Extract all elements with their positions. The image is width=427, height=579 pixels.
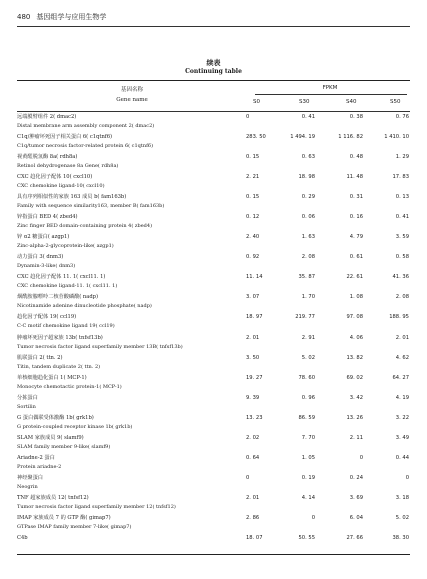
header-rule bbox=[17, 26, 410, 27]
gene-name-header-cn: 基因名称 bbox=[120, 87, 143, 93]
gene-name-cn: 视黄醛脱氢酶 8a( rdh8a) bbox=[17, 153, 78, 160]
fpkm-value-cell: 38. 30 bbox=[392, 535, 409, 542]
fpkm-value-cell: 0. 76 bbox=[395, 113, 409, 120]
fpkm-value-cell: 0. 06 bbox=[301, 213, 315, 220]
gene-name-cn: C1q/肿瘤坏死因子相关蛋白 6( c1qtnf6) bbox=[17, 133, 113, 140]
fpkm-value-cell: 0. 31 bbox=[349, 193, 363, 200]
sample-header-s40: S40 bbox=[346, 99, 357, 105]
gene-name-en: Protein ariadne-2 bbox=[17, 464, 62, 471]
gene-name-cn: 神经聚蛋白 bbox=[17, 475, 43, 482]
fpkm-table bbox=[17, 80, 410, 555]
fpkm-header-rule bbox=[255, 94, 407, 95]
fpkm-value-cell: 3. 22 bbox=[395, 414, 409, 421]
gene-name-en: Tumor necrosis factor ligand superfamily member 13B( tnfsf13b) bbox=[17, 343, 183, 350]
gene-name-cn: G 蛋白偶联受体激酶 1b( grk1b) bbox=[17, 414, 94, 421]
fpkm-value-cell: 4. 06 bbox=[349, 334, 363, 341]
table-row bbox=[17, 313, 410, 333]
fpkm-value-cell: 13. 82 bbox=[346, 354, 363, 361]
fpkm-value-cell: 2. 01 bbox=[246, 495, 260, 502]
table-row bbox=[17, 333, 410, 353]
fpkm-value-cell: 1 494. 19 bbox=[290, 133, 315, 140]
table-row bbox=[17, 434, 410, 454]
gene-name-en: Retinol dehydrogenase 8a Gene( rdh8a) bbox=[17, 162, 119, 169]
fpkm-value-cell: 0. 41 bbox=[395, 213, 409, 220]
fpkm-value-cell: 0. 44 bbox=[395, 455, 409, 462]
fpkm-value-cell: 2. 21 bbox=[246, 173, 260, 180]
gene-name-cn: Ariadne-2 蛋白 bbox=[17, 455, 55, 462]
fpkm-value-cell: 3. 59 bbox=[395, 234, 409, 241]
table-row bbox=[17, 534, 410, 554]
fpkm-value-cell: 17. 83 bbox=[392, 173, 409, 180]
gene-name-cn: CXC 趋化因子配体 10( cxcl10) bbox=[17, 173, 93, 180]
gene-name-en: Distal membrane arm assembly component 2( dmac2) bbox=[17, 122, 155, 129]
journal-title: 基因组学与应用生物学 bbox=[36, 13, 107, 21]
fpkm-value-cell: 1 116. 82 bbox=[338, 133, 363, 140]
fpkm-value-cell: 0 bbox=[311, 515, 315, 522]
fpkm-value-cell: 0. 12 bbox=[246, 213, 260, 220]
running-header bbox=[17, 12, 410, 22]
fpkm-value-cell: 13. 23 bbox=[246, 414, 263, 421]
gene-name-en: GTPase IMAP family member 7-like( gimap7) bbox=[17, 524, 132, 531]
fpkm-value-cell: 11. 14 bbox=[246, 274, 263, 281]
fpkm-value-cell: 86. 59 bbox=[298, 414, 315, 421]
table-row bbox=[17, 293, 410, 313]
fpkm-value-cell: 35. 87 bbox=[298, 274, 315, 281]
fpkm-value-cell: 78. 60 bbox=[298, 374, 315, 381]
gene-name-en: Zinc finger BED domain-containing protein 4( zbed4) bbox=[17, 222, 153, 229]
gene-name-cn: 肌联蛋白 2( ttn. 2) bbox=[17, 354, 63, 361]
gene-name-cn: 锌指蛋白 BED 4( zbed4) bbox=[17, 213, 78, 220]
gene-name-en: Monocyte chemotactic protein-1( MCP-1) bbox=[17, 383, 122, 390]
fpkm-value-cell: 3. 49 bbox=[395, 435, 409, 441]
fpkm-value-cell: 219. 77 bbox=[295, 314, 315, 321]
gene-name-cn: 动力蛋白 3( dnm3) bbox=[17, 254, 64, 261]
gene-name-en: C-C motif chemokine ligand 19( ccl19) bbox=[17, 323, 115, 330]
fpkm-value-cell: 69. 02 bbox=[346, 374, 363, 381]
table-row bbox=[17, 192, 410, 212]
table-row bbox=[17, 353, 410, 373]
sample-header-s30: S30 bbox=[299, 99, 310, 105]
fpkm-value-cell: 0 bbox=[405, 475, 409, 482]
gene-name-cn: 具有序列相似性的家族 163 成员 b( fam163b) bbox=[17, 193, 127, 200]
table-row bbox=[17, 112, 410, 132]
fpkm-value-cell: 11. 48 bbox=[346, 173, 363, 180]
fpkm-value-cell: 0. 92 bbox=[246, 254, 260, 261]
fpkm-value-cell: 2. 01 bbox=[246, 334, 260, 341]
fpkm-value-cell: 3. 42 bbox=[349, 394, 363, 401]
fpkm-value-cell: 0. 19 bbox=[301, 475, 315, 482]
table-row bbox=[17, 474, 410, 494]
table-row bbox=[17, 454, 410, 474]
fpkm-value-cell: 0 bbox=[359, 455, 363, 462]
gene-name-en: Zinc-alpha-2-glycoprotein-like( azgp1) bbox=[17, 243, 114, 250]
gene-name-en: SLAM family member 9-like( slamf9) bbox=[17, 444, 111, 450]
gene-name-cn: 远端膜臂组件 2( dmac2) bbox=[17, 113, 77, 120]
fpkm-value-cell: 1. 29 bbox=[395, 153, 409, 160]
fpkm-value-cell: 0. 58 bbox=[395, 254, 409, 261]
gene-name-en: Dynamin-3-like( dnm3) bbox=[17, 263, 76, 270]
fpkm-value-cell: 2. 08 bbox=[395, 294, 409, 301]
sample-header-s0: S0 bbox=[253, 99, 260, 105]
fpkm-value-cell: 2. 01 bbox=[395, 334, 409, 341]
fpkm-value-cell: 2. 02 bbox=[246, 435, 260, 441]
gene-name-cn: TNF 超家族成员 12( tnfsf12) bbox=[17, 495, 89, 502]
fpkm-value-cell: 0. 61 bbox=[349, 254, 363, 261]
gene-name-en: C1q/tumor necrosis factor-related protein 6( c1qtnf6) bbox=[17, 142, 154, 149]
fpkm-value-cell: 1. 70 bbox=[301, 294, 315, 301]
fpkm-value-cell: 0. 15 bbox=[246, 193, 260, 200]
fpkm-value-cell: 0. 15 bbox=[246, 153, 260, 160]
fpkm-value-cell: 7. 70 bbox=[301, 435, 315, 441]
fpkm-value-cell: 5. 02 bbox=[395, 515, 409, 522]
table-body bbox=[17, 112, 410, 554]
fpkm-value-cell: 3. 69 bbox=[349, 495, 363, 502]
fpkm-value-cell: 0. 13 bbox=[395, 193, 409, 200]
gene-name-en: CXC chemokine ligand-11. 1( cxcl11. 1) bbox=[17, 283, 118, 290]
fpkm-value-cell: 2. 11 bbox=[349, 435, 363, 441]
fpkm-value-cell: 18. 97 bbox=[246, 314, 263, 321]
gene-name-cn: 肿瘤坏死因子超家族 13b( tnfsf13b) bbox=[17, 334, 103, 341]
table-caption-en: Continuing table bbox=[185, 68, 242, 75]
fpkm-value-cell: 4. 62 bbox=[395, 354, 409, 361]
fpkm-value-cell: 64. 27 bbox=[392, 374, 409, 381]
sample-header-s50: S50 bbox=[390, 99, 401, 105]
fpkm-value-cell: 2. 86 bbox=[246, 515, 260, 522]
fpkm-value-cell: 0. 64 bbox=[246, 455, 260, 462]
table-row bbox=[17, 233, 410, 253]
fpkm-value-cell: 2. 91 bbox=[301, 334, 315, 341]
table-row bbox=[17, 132, 410, 152]
fpkm-value-cell: 0. 63 bbox=[301, 153, 315, 160]
fpkm-value-cell: 0. 29 bbox=[301, 193, 315, 200]
fpkm-value-cell: 22. 61 bbox=[346, 274, 363, 281]
fpkm-value-cell: 4. 14 bbox=[301, 495, 315, 502]
table-row bbox=[17, 514, 410, 534]
fpkm-value-cell: 188. 95 bbox=[389, 314, 409, 321]
table-header bbox=[17, 81, 410, 112]
gene-name-en: Sortilin bbox=[17, 403, 36, 410]
table-row bbox=[17, 172, 410, 192]
gene-name-en: Tumor necrosis factor ligand superfamily member 12( tnfsf12) bbox=[17, 504, 176, 511]
fpkm-value-cell: 1. 08 bbox=[349, 294, 363, 301]
fpkm-value-cell: 3. 50 bbox=[246, 354, 260, 361]
gene-name-en: Family with sequence similarity163, member B( fam163b) bbox=[17, 202, 165, 209]
gene-name-cn: SLAM 家族成员 9( slamf9) bbox=[17, 435, 84, 441]
gene-name-cn: C4b bbox=[17, 535, 28, 542]
fpkm-value-cell: 2. 40 bbox=[246, 234, 260, 241]
fpkm-value-cell: 6. 04 bbox=[349, 515, 363, 522]
fpkm-value-cell: 0. 16 bbox=[349, 213, 363, 220]
gene-name-en: Neogrin bbox=[17, 484, 38, 491]
gene-name-en: Titin, tandem duplicate 2( ttn. 2) bbox=[17, 363, 101, 370]
fpkm-value-cell: 0. 48 bbox=[349, 153, 363, 160]
table-caption-cn: 续表 bbox=[206, 58, 221, 67]
fpkm-header: FPKM bbox=[322, 85, 338, 91]
fpkm-value-cell: 0. 38 bbox=[349, 113, 363, 120]
table-row bbox=[17, 273, 410, 293]
fpkm-value-cell: 27. 66 bbox=[346, 535, 363, 542]
table-row bbox=[17, 373, 410, 393]
fpkm-value-cell: 4. 79 bbox=[349, 234, 363, 241]
table-row bbox=[17, 494, 410, 514]
gene-name-cn: 趋化因子配体 19( ccl19) bbox=[17, 314, 77, 321]
fpkm-value-cell: 18. 07 bbox=[246, 535, 263, 542]
gene-name-en: CXC chemokine ligand-10( cxcl10) bbox=[17, 182, 105, 189]
gene-name-header-en: Gene name bbox=[116, 97, 148, 103]
fpkm-value-cell: 5. 02 bbox=[301, 354, 315, 361]
gene-name-cn: 单核细胞趋化蛋白 1( MCP-1) bbox=[17, 374, 87, 381]
fpkm-value-cell: 283. 50 bbox=[246, 133, 266, 140]
page-number: 480 bbox=[17, 13, 31, 21]
gene-name-cn: CXC 趋化因子配体 11. 1( cxcl11. 1) bbox=[17, 274, 106, 281]
table-row bbox=[17, 212, 410, 232]
fpkm-value-cell: 1. 63 bbox=[301, 234, 315, 241]
fpkm-value-cell: 2. 08 bbox=[301, 254, 315, 261]
fpkm-value-cell: 50. 55 bbox=[298, 535, 315, 542]
fpkm-value-cell: 0 bbox=[246, 113, 250, 120]
gene-name-cn: IMAP 家族成员 7 的 GTP 酶( gimap7) bbox=[17, 515, 111, 522]
table-row bbox=[17, 413, 410, 433]
fpkm-value-cell: 4. 19 bbox=[395, 394, 409, 401]
fpkm-value-cell: 18. 98 bbox=[298, 173, 315, 180]
fpkm-value-cell: 3. 18 bbox=[395, 495, 409, 502]
fpkm-value-cell: 97. 08 bbox=[346, 314, 363, 321]
fpkm-value-cell: 0. 41 bbox=[301, 113, 315, 120]
table-row bbox=[17, 253, 410, 273]
fpkm-value-cell: 1 410. 10 bbox=[384, 133, 409, 140]
fpkm-value-cell: 0 bbox=[246, 475, 250, 482]
table-row bbox=[17, 393, 410, 413]
fpkm-value-cell: 13. 26 bbox=[346, 414, 363, 421]
fpkm-value-cell: 0. 24 bbox=[349, 475, 363, 482]
fpkm-value-cell: 1. 05 bbox=[301, 455, 315, 462]
fpkm-value-cell: 9. 39 bbox=[246, 394, 260, 401]
fpkm-value-cell: 3. 07 bbox=[246, 294, 260, 301]
gene-name-cn: 分拣蛋白 bbox=[17, 394, 38, 401]
table-row bbox=[17, 152, 410, 172]
gene-name-en: G protein-coupled receptor kinase 1b( grk1b) bbox=[17, 423, 133, 430]
gene-name-cn: 锌 α2 糖蛋白( azgp1) bbox=[17, 234, 70, 241]
fpkm-value-cell: 19. 27 bbox=[246, 374, 263, 381]
fpkm-value-cell: 41. 36 bbox=[392, 274, 409, 281]
fpkm-value-cell: 0. 96 bbox=[301, 394, 315, 401]
gene-name-en: Nicotinamide adenine dinucleotide phosphate( nadp) bbox=[17, 303, 152, 310]
gene-name-cn: 烟酰胺腺嘌呤二核苷酸磷酸( nadp) bbox=[17, 294, 99, 301]
